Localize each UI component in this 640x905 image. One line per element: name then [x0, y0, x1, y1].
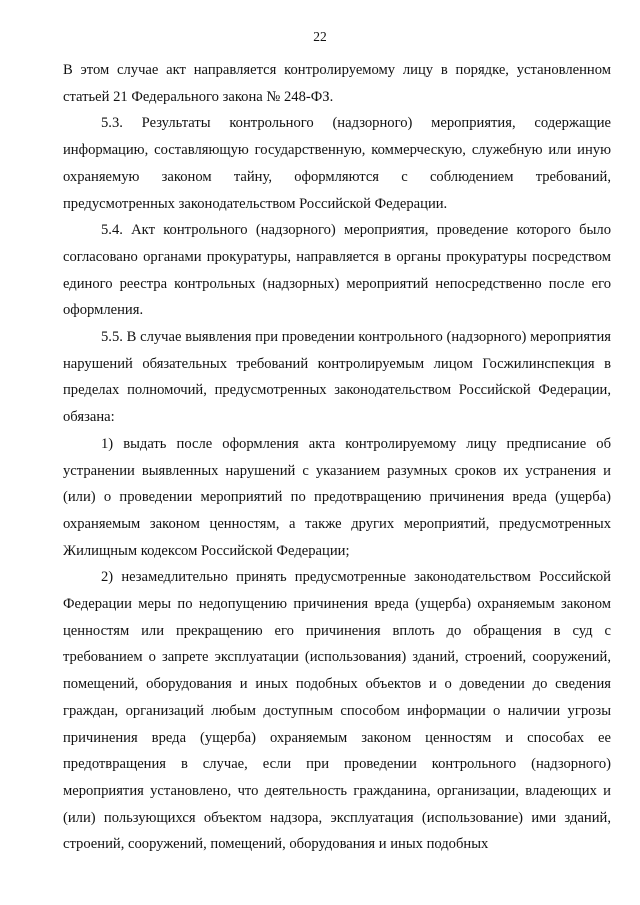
page-number: 22	[313, 29, 327, 44]
paragraph-5-5: 5.5. В случае выявления при проведении контрольного (надзорного) мероприятия нарушений обязательных требований контролируемым лицом Госжилинспекция в пределах полномочий, предусмотренных законодательством Российской Федерации, обязана:	[63, 329, 611, 426]
paragraph-item-1: 1) выдать после оформления акта контролируемому лицу предписание об устранении выявленных нарушений с указанием разумных сроков их устранения и (или) о проведении мероприятий по предотвращению причинения вреда (ущерба) охраняемым законом ценностям, а также других мероприятий, предусмотренных Жилищным кодексом Российской Федерации;	[63, 435, 611, 559]
paragraph-item-2: 2) незамедлительно принять предусмотренные законодательством Российской Федерации меры по недопущению причинения вреда (ущерба) охраняемым законом ценностям или прекращению его причинения вплоть до обращения в суд с требованием о запрете эксплуатации (использования) зданий, строений, сооружений, помещений, оборудования и иных подобных объектов и о доведении до сведения граждан, организаций любым доступным способом информации о наличии угрозы причинения вреда (ущерба) охраняемым законом ценностям и способах ее предотвращения в случае, если при проведении контрольного (надзорного) мероприятия установлено, что деятельность гражданина, организации, владеющих и (или) пользующихся объектом надзора, эксплуатация (использование) ими зданий, строений, сооружений, помещений, оборудования и иных подобных	[63, 569, 611, 853]
paragraph-5-3: 5.3. Результаты контрольного (надзорного) мероприятия, содержащие информацию, составляющую государственную, коммерческую, служебную или иную охраняемую законом тайну, оформляются с соблюдением требований, предусмотренных законодательством Российской Федерации.	[63, 115, 611, 212]
paragraph-act-sending: В этом случае акт направляется контролируемому лицу в порядке, установленном статьей 21 Федерального закона № 248-ФЗ.	[63, 62, 611, 105]
paragraph-5-4: 5.4. Акт контрольного (надзорного) мероприятия, проведение которого было согласовано органами прокуратуры, направляется в органы прокуратуры посредством единого реестра контрольных (надзорных) мероприятий непосредственно после его оформления.	[63, 222, 611, 319]
document-body	[63, 57, 611, 858]
